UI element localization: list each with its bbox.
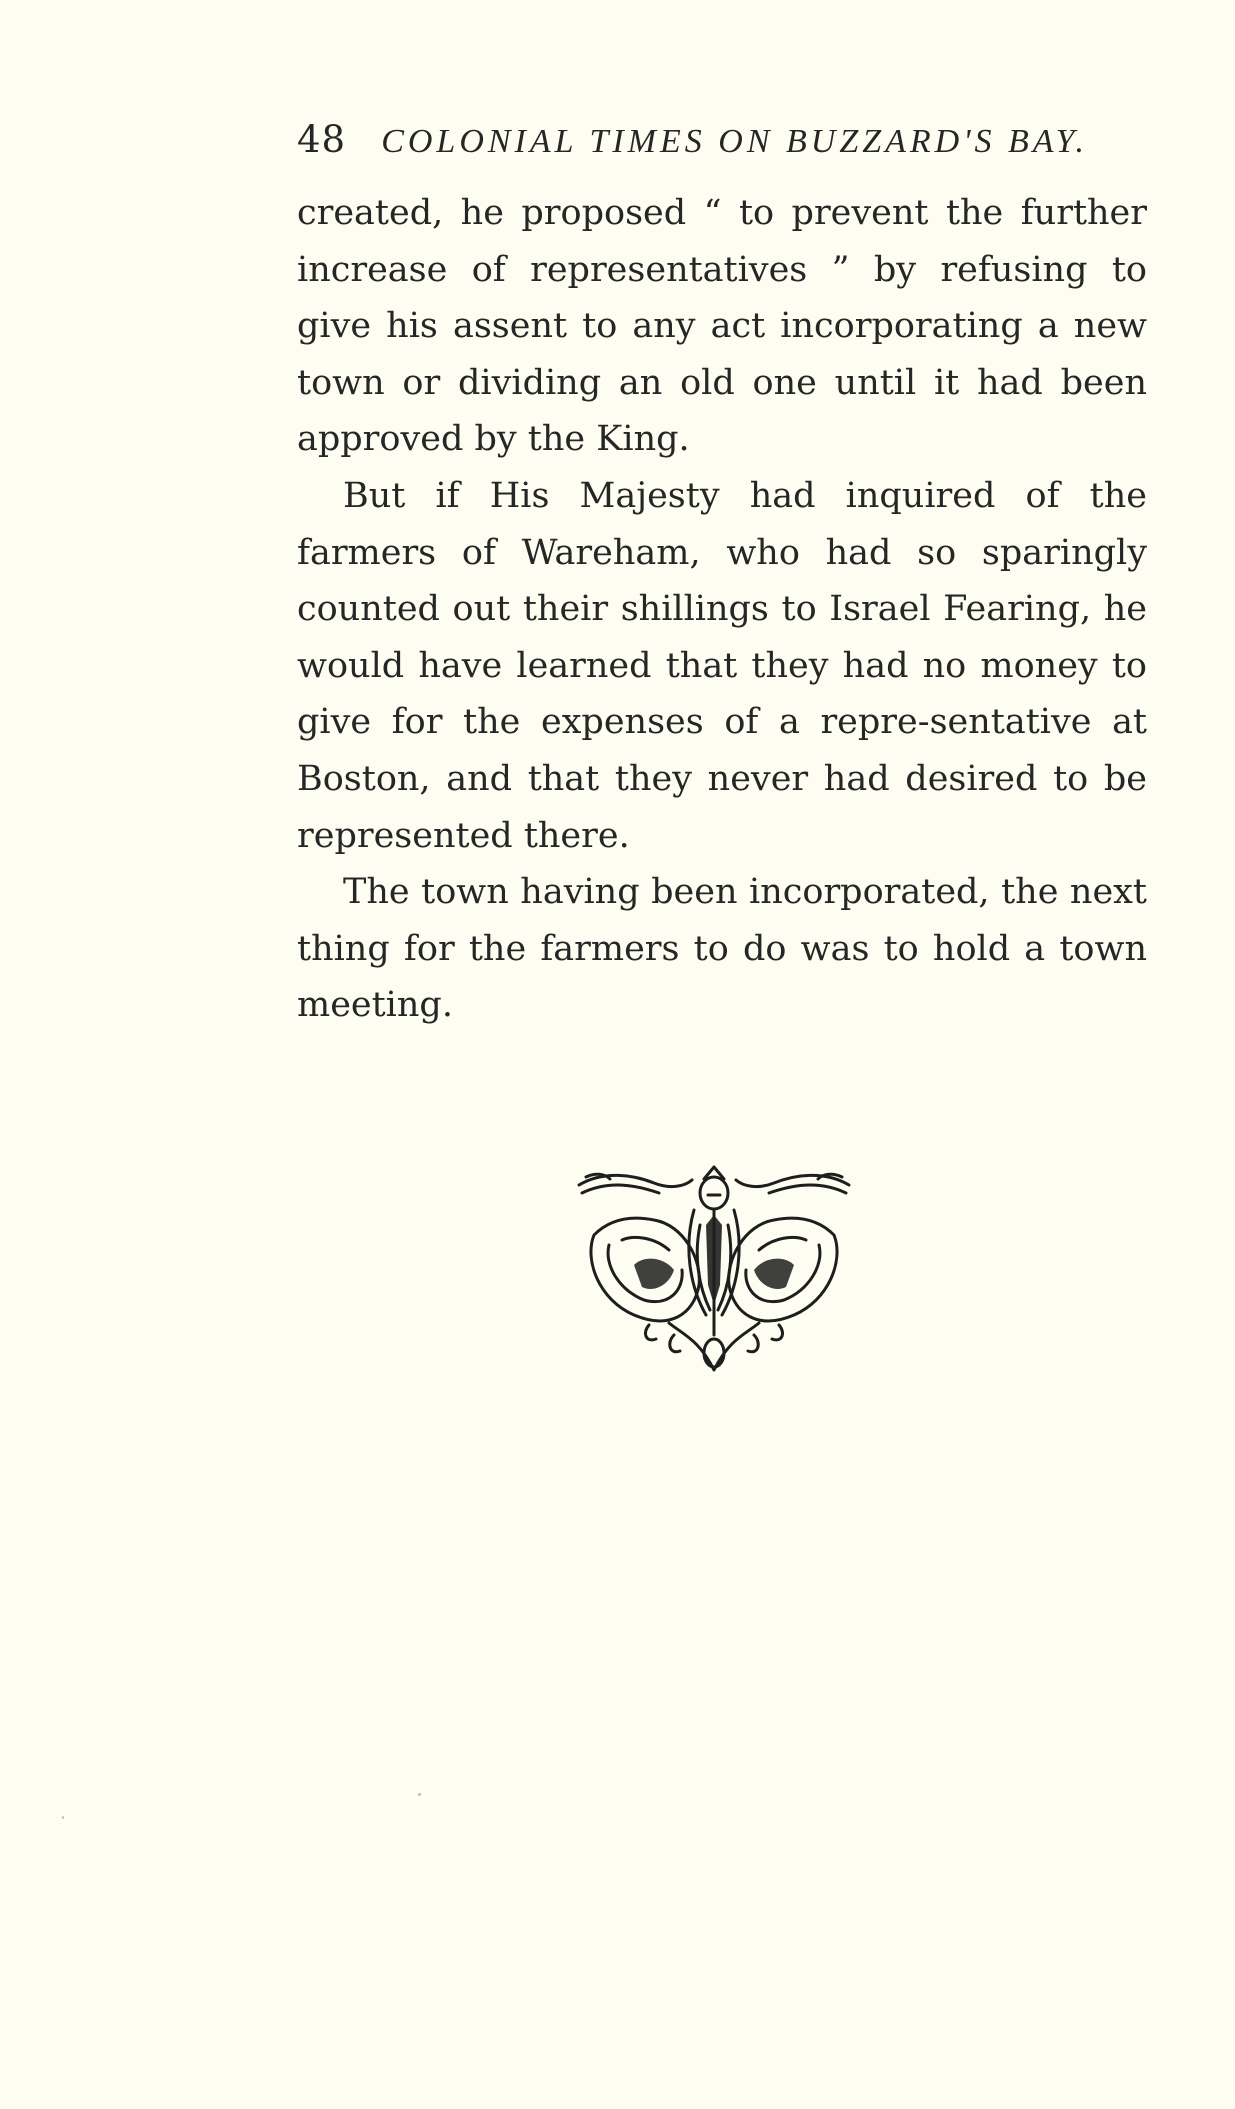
body-text xyxy=(297,185,1147,1034)
page-number: 48 xyxy=(297,118,347,161)
paper-speck xyxy=(418,1793,421,1796)
tailpiece-ornament-icon xyxy=(574,1165,854,1380)
paragraph-1: created, he proposed “ to prevent the further increase of representatives ” by refusing to give his assent to any act incorporating a new town or dividing an old one until it had been approved by the King. xyxy=(297,193,1147,460)
running-head xyxy=(297,118,1127,168)
paragraph-2: But if His Majesty had inquired of the farmers of Wareham, who had so sparingly counted out their shillings to Israel Fearing, he would have learned that they had no money to give for the expenses of a repre-sentative at Boston, and that they never had desired to be represented there. xyxy=(297,475,1147,856)
paragraph-3: The town having been incorporated, the next thing for the farmers to do was to hold a town meeting. xyxy=(297,872,1147,1026)
paper-speck xyxy=(62,1816,64,1819)
running-title: COLONIAL TIMES ON BUZZARD'S BAY. xyxy=(381,123,1088,160)
